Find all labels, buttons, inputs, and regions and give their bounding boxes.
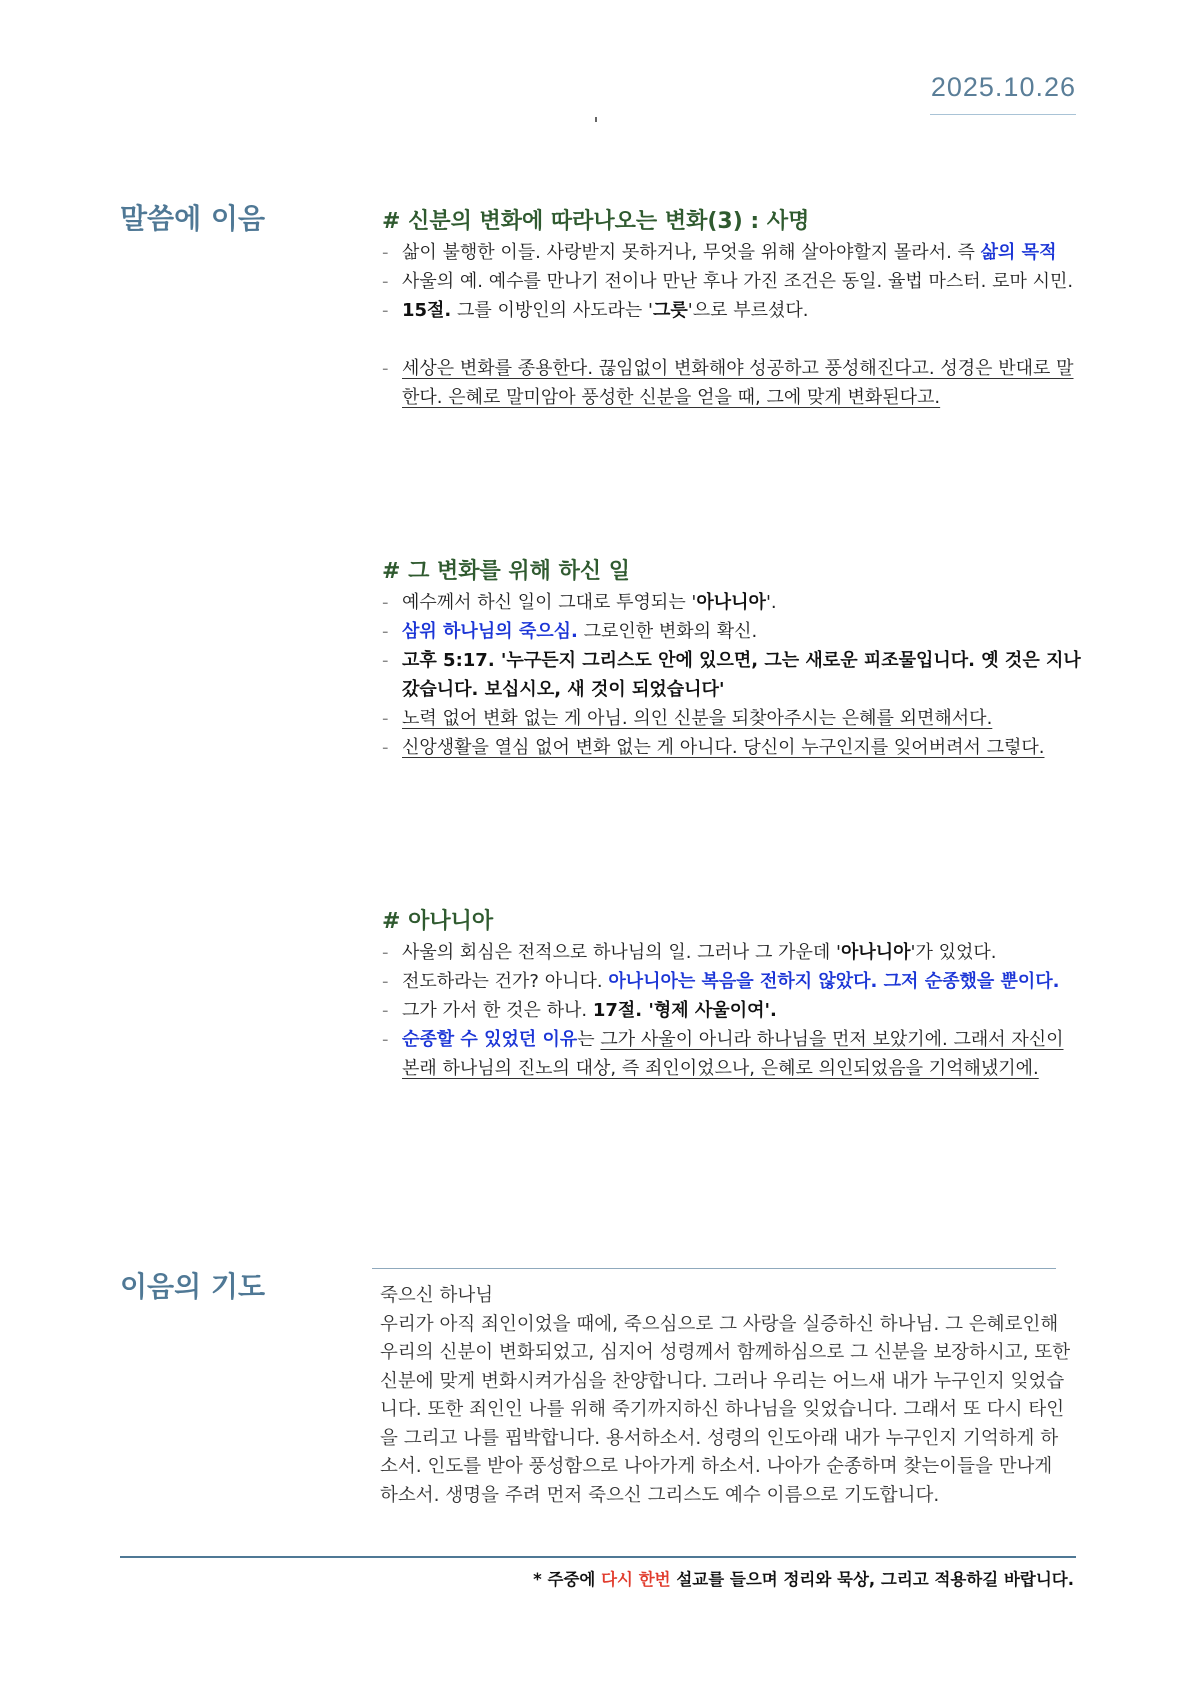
list-item: - 그가 가서 한 것은 하나. 17절. '형제 사울이여'.	[382, 996, 1082, 1025]
sermon-block-1	[382, 207, 1082, 412]
list-item: - 사울의 예. 예수를 만나기 전이나 만난 후나 가진 조건은 동일. 율법 마스터. 로마 시민.	[382, 267, 1082, 296]
prayer-text	[380, 1282, 1074, 1510]
prayer-opening: 죽으신 하나님	[380, 1285, 494, 1306]
list-item: - 예수께서 하신 일이 그대로 투영되는 '아나니아'.	[382, 588, 1082, 617]
section-title-prayer: 이음의 기도	[120, 1270, 265, 1303]
footer-divider	[120, 1556, 1076, 1558]
list-item: - 전도하라는 건가? 아니다. 아나니아는 복음을 전하지 않았다. 그저 순종했을 뿐이다.	[382, 967, 1082, 996]
sermon-block-3	[382, 907, 1082, 1083]
section-title-sermon: 말씀에 이음	[120, 202, 265, 235]
block-heading: # 신분의 변화에 따라나오는 변화(3) : 사명	[382, 209, 810, 234]
small-mark	[595, 117, 597, 122]
list-item: - 세상은 변화를 종용한다. 끊임없이 변화해야 성공하고 풍성해진다고. 성경은 반대로 말한다. 은혜로 말미암아 풍성한 신분을 얻을 때, 그에 맞게 변화된다고.	[382, 354, 1082, 412]
list-item: - 사울의 회심은 전적으로 하나님의 일. 그러나 그 가운데 '아나니아'가 있었다.	[382, 938, 1082, 967]
date-underline	[930, 114, 1076, 115]
block-heading: # 아나니아	[382, 909, 494, 934]
prayer-body: 우리가 아직 죄인이었을 때에, 죽으심으로 그 사랑을 실증하신 하나님. 그 은혜로인해 우리의 신분이 변화되었고, 심지어 성령께서 함께하심으로 그 신분을 보장하시고, 또한 신분에 맞게 변화시켜가심을 찬양합니다. 그러나 우리는 어느새 내가 누구인지 잊었습니다. 또한 죄인인 나를 위해 죽기까지하신 하나님을 잊었습니다. 그래서 또 다시 타인을 그리고 나를 핍박합니다. 용서하소서. 성령의 인도아래 내가 누구인지 기억하게 하소서. 인도를 받아 풍성함으로 나아가게 하소서. 나아가 순종하며 찾는이들을 만나게 하소서. 생명을 주려 먼저 죽으신 그리스도 예수 이름으로 기도합니다.	[380, 1313, 1071, 1506]
list-item: - 15절. 그를 이방인의 사도라는 '그릇'으로 부르셨다.	[382, 296, 1082, 325]
sermon-block-2	[382, 557, 1082, 762]
date: 2025.10.26	[930, 72, 1076, 102]
list-item: - 고후 5:17. '누구든지 그리스도 안에 있으면, 그는 새로운 피조물입니다. 옛 것은 지나갔습니다. 보십시오, 새 것이 되었습니다'	[382, 646, 1082, 704]
block-heading: # 그 변화를 위해 하신 일	[382, 559, 630, 584]
list-item: - 신앙생활을 열심 없어 변화 없는 게 아니다. 당신이 누구인지를 잊어버려서 그렇다.	[382, 733, 1082, 762]
list-item: - 순종할 수 있었던 이유는 그가 사울이 아니라 하나님을 먼저 보았기에. 그래서 자신이 본래 하나님의 진노의 대상, 즉 죄인이었으나, 은혜로 의인되었음을 기억해냈기에.	[382, 1025, 1082, 1083]
prayer-divider	[372, 1268, 1056, 1269]
list-item: - 노력 없어 변화 없는 게 아님. 의인 신분을 되찾아주시는 은혜를 외면해서다.	[382, 704, 1082, 733]
list-item: - 삶이 불행한 이들. 사랑받지 못하거나, 무엇을 위해 살아야할지 몰라서. 즉 삶의 목적	[382, 238, 1082, 267]
footer-note: * 주중에 다시 한번 설교를 들으며 정리와 묵상, 그리고 적용하길 바랍니다.	[533, 1570, 1074, 1589]
list-item: - 삼위 하나님의 죽으심. 그로인한 변화의 확신.	[382, 617, 1082, 646]
